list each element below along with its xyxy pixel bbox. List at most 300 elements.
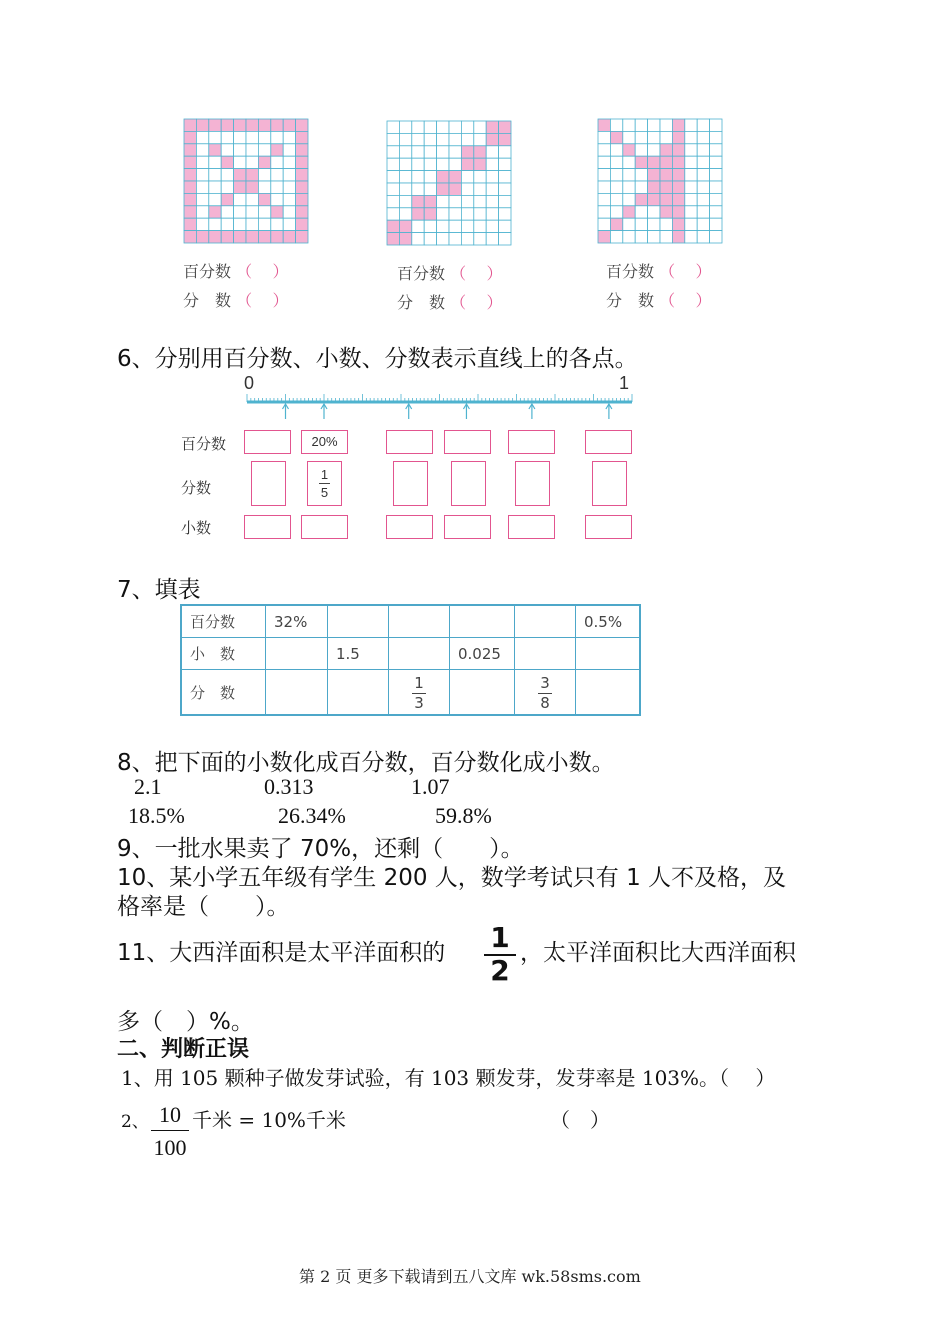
- grid-cell: [499, 195, 511, 207]
- grid-cell: [449, 195, 461, 207]
- grid-cell: [246, 119, 258, 131]
- grid-cell: [499, 171, 511, 183]
- grid-cell: [697, 231, 709, 243]
- grid-cell: [258, 206, 270, 218]
- grid-cell: [271, 231, 283, 243]
- paren-close: ）: [272, 262, 289, 281]
- grid-cell: [697, 119, 709, 131]
- grid-cell: [221, 156, 233, 168]
- grid-cell: [685, 181, 697, 193]
- grid-cell: [412, 121, 424, 133]
- grid-cell: [399, 133, 411, 145]
- judgement-item-2-answer[interactable]: （ ）: [550, 1108, 610, 1132]
- grid-cell: [271, 119, 283, 131]
- grid-cell: [437, 121, 449, 133]
- grid-cell: [461, 233, 473, 245]
- grid-cell: [424, 220, 436, 232]
- grid-cell: [648, 156, 660, 168]
- grid-cell: [246, 169, 258, 181]
- grid-cell: [424, 233, 436, 245]
- table-cell[interactable]: [328, 605, 389, 638]
- question-7-text: 7、填表: [117, 577, 201, 603]
- grid-cell: [296, 131, 308, 143]
- grid-cell: [449, 183, 461, 195]
- fraction-label: 分 数: [606, 291, 655, 310]
- fraction-numerator: 3: [540, 673, 550, 692]
- grid-cell: [610, 181, 622, 193]
- grid-cell: [387, 195, 399, 207]
- grid-cell: [209, 144, 221, 156]
- answer-box-fraction[interactable]: [251, 461, 286, 506]
- fraction-denominator: 100: [153, 1135, 187, 1161]
- judgement-item-1: 1、用 105 颗种子做发芽试验，有 103 颗发芽，发芽率是 103%。（ ）: [121, 1066, 776, 1090]
- answer-box-decimal[interactable]: [386, 515, 433, 539]
- grid-cell: [196, 231, 208, 243]
- grid-cell: [234, 218, 246, 230]
- grid-cell: [234, 144, 246, 156]
- grid-cell: [399, 171, 411, 183]
- grid-cell: [598, 169, 610, 181]
- table-cell-fraction: [515, 670, 576, 716]
- answer-box-decimal[interactable]: [301, 515, 348, 539]
- table-cell-fraction: [389, 670, 450, 716]
- grid-cell: [258, 193, 270, 205]
- answer-box-decimal[interactable]: [585, 515, 632, 539]
- grid-cell: [209, 218, 221, 230]
- grid-cell: [685, 169, 697, 181]
- answer-box-decimal[interactable]: [444, 515, 491, 539]
- grid-cell: [399, 220, 411, 232]
- answer-box-percent[interactable]: [244, 430, 291, 454]
- grid-cell: [648, 206, 660, 218]
- page-footer: 第 2 页 更多下载请到五八文库 wk.58sms.com: [299, 1267, 641, 1286]
- grid-cell: [296, 231, 308, 243]
- grid-cell: [697, 218, 709, 230]
- answer-box-percent[interactable]: [386, 430, 433, 454]
- grid-cell: [424, 158, 436, 170]
- answer-box-fraction[interactable]: [515, 461, 550, 506]
- grid-cell: [412, 220, 424, 232]
- grid-cell: [710, 156, 722, 168]
- grid-cell: [685, 156, 697, 168]
- grid-cell: [184, 193, 196, 205]
- grid-cell: [598, 218, 610, 230]
- grid-cell: [184, 156, 196, 168]
- grid-cell: [648, 218, 660, 230]
- grid-cell: [499, 233, 511, 245]
- answer-box-percent[interactable]: [444, 430, 491, 454]
- grid-cell: [623, 169, 635, 181]
- grid-cell: [258, 156, 270, 168]
- percent-label: 百分数: [606, 262, 655, 281]
- grid-cell: [672, 181, 684, 193]
- grid-cell: [685, 131, 697, 143]
- grid-cell: [610, 131, 622, 143]
- grid-cell: [610, 119, 622, 131]
- grid-cell: [221, 169, 233, 181]
- grid-cell: [296, 181, 308, 193]
- grid-pattern-x: [183, 118, 309, 244]
- grid-cell: [660, 206, 672, 218]
- answer-box-percent[interactable]: [585, 430, 632, 454]
- grid-cell: [474, 133, 486, 145]
- row-label-fraction: 分数: [181, 479, 212, 497]
- grid-cell: [685, 206, 697, 218]
- grid-cell: [437, 195, 449, 207]
- grid-cell: [283, 231, 295, 243]
- grid-cell: [610, 206, 622, 218]
- grid-cell: [234, 169, 246, 181]
- grid-cell: [424, 171, 436, 183]
- grid-cell: [246, 144, 258, 156]
- grid3-percent-row: [606, 259, 711, 282]
- grid-cell: [387, 233, 399, 245]
- grid-cell: [296, 193, 308, 205]
- grid-cell: [449, 146, 461, 158]
- grid-cell: [697, 131, 709, 143]
- grid-cell: [184, 144, 196, 156]
- grid-cell: [635, 218, 647, 230]
- grid-cell: [437, 171, 449, 183]
- judgement-item-2-fraction: [151, 1102, 189, 1161]
- paren-open: （: [659, 262, 676, 281]
- paren-open: （: [236, 262, 253, 281]
- grid-cell: [635, 181, 647, 193]
- grid-cell: [672, 169, 684, 181]
- grid-cell: [486, 208, 498, 220]
- grid-cell: [412, 208, 424, 220]
- grid-cell: [486, 158, 498, 170]
- answer-box-fraction[interactable]: [592, 461, 627, 506]
- grid1-percent-row: [183, 259, 288, 282]
- grid-cell: [246, 181, 258, 193]
- grid-cell: [221, 131, 233, 143]
- grid2-fraction-row: [397, 290, 502, 313]
- fraction-denominator: 8: [540, 693, 550, 712]
- grid-cell: [283, 181, 295, 193]
- question-11-before: 11、大西洋面积是太平洋面积的: [117, 940, 446, 966]
- grid-cell: [271, 181, 283, 193]
- answer-box-decimal[interactable]: [244, 515, 291, 539]
- grid-cell: [461, 121, 473, 133]
- grid-cell: [710, 181, 722, 193]
- grid-cell: [246, 218, 258, 230]
- table-cell[interactable]: [576, 670, 641, 716]
- grid-cell: [461, 195, 473, 207]
- table-cell[interactable]: [389, 638, 450, 670]
- question-9-text: 9、一批水果卖了 70%，还剩（ ）。: [117, 836, 524, 862]
- grid-cell: [424, 208, 436, 220]
- table-cell: 1.5: [328, 638, 389, 670]
- grid-cell: [623, 181, 635, 193]
- grid-cell: [271, 131, 283, 143]
- grid-cell: [412, 233, 424, 245]
- grid-cell: [672, 231, 684, 243]
- grid-cell: [271, 169, 283, 181]
- grid-cell: [209, 206, 221, 218]
- grid-cell: [271, 193, 283, 205]
- grid-cell: [234, 193, 246, 205]
- grid-cell: [283, 206, 295, 218]
- grid-cell: [209, 181, 221, 193]
- grid-cell: [449, 121, 461, 133]
- grid-cell: [697, 181, 709, 193]
- grid-cell: [209, 193, 221, 205]
- grid-cell: [486, 171, 498, 183]
- paren-open: （: [236, 291, 253, 310]
- paren-close: ）: [486, 293, 503, 312]
- grid-cell: [234, 206, 246, 218]
- grid-cell: [672, 156, 684, 168]
- grid-cell: [209, 131, 221, 143]
- decimal-item: 0.313: [264, 774, 314, 799]
- grid-cell: [184, 169, 196, 181]
- grid-cell: [424, 195, 436, 207]
- question-11-line2: 多（ ）%。: [117, 1009, 254, 1035]
- grid-cell: [283, 193, 295, 205]
- grid-cell: [685, 144, 697, 156]
- grid-cell: [660, 156, 672, 168]
- grid-cell: [258, 218, 270, 230]
- grid-cell: [486, 121, 498, 133]
- grid-cell: [660, 169, 672, 181]
- question-8-text: 8、把下面的小数化成百分数，百分数化成小数。: [117, 750, 615, 776]
- paren-close: ）: [486, 264, 503, 283]
- grid-cell: [196, 156, 208, 168]
- grid-cell: [474, 208, 486, 220]
- fraction-numerator: 10: [151, 1102, 189, 1131]
- grid-cell: [246, 131, 258, 143]
- grid-cell: [258, 131, 270, 143]
- grid-cell: [234, 156, 246, 168]
- grid-cell: [283, 144, 295, 156]
- percent-label: 百分数: [397, 264, 446, 283]
- grid-cell: [258, 144, 270, 156]
- grid-cell: [660, 119, 672, 131]
- grid-cell: [660, 144, 672, 156]
- grid-cell: [399, 233, 411, 245]
- number-line: [240, 392, 640, 422]
- grid-cell: [209, 169, 221, 181]
- grid-cell: [184, 231, 196, 243]
- grid-cell: [196, 131, 208, 143]
- grid-cell: [672, 144, 684, 156]
- grid-cell: [710, 218, 722, 230]
- grid-cell: [461, 146, 473, 158]
- grid-cell: [271, 156, 283, 168]
- paren-open: （: [659, 291, 676, 310]
- grid-cell: [461, 208, 473, 220]
- grid-cell: [685, 231, 697, 243]
- grid-cell: [610, 169, 622, 181]
- fraction: [412, 673, 426, 712]
- grid-cell: [387, 208, 399, 220]
- grid-cell: [474, 146, 486, 158]
- grid-cell: [449, 233, 461, 245]
- grid-cell: [461, 158, 473, 170]
- fraction-denominator: 3: [414, 693, 424, 712]
- grid-cell: [399, 183, 411, 195]
- grid-cell: [296, 218, 308, 230]
- row-label-percent: 百分数: [181, 435, 227, 453]
- grid-pattern-arrow: [597, 118, 723, 244]
- table-cell[interactable]: [389, 605, 450, 638]
- grid-cell: [196, 218, 208, 230]
- given-percent-value: 20%: [311, 434, 338, 449]
- grid-cell: [271, 144, 283, 156]
- table-cell[interactable]: [266, 638, 328, 670]
- grid-cell: [598, 231, 610, 243]
- grid-cell: [474, 158, 486, 170]
- grid-cell: [209, 231, 221, 243]
- grid-cell: [437, 158, 449, 170]
- table-cell[interactable]: [576, 638, 641, 670]
- percent-item: 59.8%: [435, 803, 492, 828]
- grid-cell: [234, 119, 246, 131]
- question-11-after: ，太平洋面积比大西洋面积: [520, 940, 796, 966]
- decimal-item: 1.07: [411, 774, 450, 799]
- grid-cell: [221, 144, 233, 156]
- grid-cell: [610, 218, 622, 230]
- table-cell: 分 数: [181, 670, 266, 716]
- grid-cell: [399, 121, 411, 133]
- grid-cell: [412, 183, 424, 195]
- grid-cell: [635, 193, 647, 205]
- grid-cell: [598, 181, 610, 193]
- number-line-end-label: 1: [619, 373, 630, 393]
- grid-cell: [610, 144, 622, 156]
- grid-cell: [234, 231, 246, 243]
- grid-cell: [271, 218, 283, 230]
- given-fraction-denominator: 5: [320, 485, 329, 500]
- grid-cell: [387, 158, 399, 170]
- grid-cell: [648, 169, 660, 181]
- grid-cell: [387, 121, 399, 133]
- grid-cell: [412, 146, 424, 158]
- table-cell[interactable]: [515, 638, 576, 670]
- paren-open: （: [450, 264, 467, 283]
- table-cell[interactable]: [266, 670, 328, 716]
- grid-cell: [196, 169, 208, 181]
- grid-cell: [623, 231, 635, 243]
- paren-close: ）: [695, 291, 712, 310]
- grid-cell: [660, 218, 672, 230]
- grid-cell: [474, 233, 486, 245]
- answer-box-percent[interactable]: [508, 430, 555, 454]
- given-fraction-numerator: 1: [320, 467, 329, 482]
- grid-cell: [499, 208, 511, 220]
- table-cell: 0.5%: [576, 605, 641, 638]
- grid-cell: [474, 121, 486, 133]
- grid-cell: [499, 133, 511, 145]
- grid-cell: [424, 121, 436, 133]
- grid-cell: [283, 131, 295, 143]
- grid-cell: [486, 195, 498, 207]
- grid-cell: [449, 208, 461, 220]
- grid-cell: [660, 193, 672, 205]
- answer-box-fraction[interactable]: [393, 461, 428, 506]
- grid-cell: [246, 231, 258, 243]
- grid-cell: [283, 169, 295, 181]
- grid-cell: [424, 133, 436, 145]
- grid-cell: [648, 131, 660, 143]
- grid-cell: [258, 181, 270, 193]
- grid-cell: [474, 220, 486, 232]
- grid-cell: [635, 119, 647, 131]
- grid-cell: [399, 146, 411, 158]
- grid-cell: [635, 156, 647, 168]
- table-cell[interactable]: [450, 670, 515, 716]
- grid-cell: [246, 193, 258, 205]
- grid-cell: [598, 144, 610, 156]
- table-cell[interactable]: [515, 605, 576, 638]
- grid-cell: [184, 131, 196, 143]
- grid-cell: [610, 156, 622, 168]
- question-10-line1: 10、某小学五年级有学生 200 人，数学考试只有 1 人不及格，及: [117, 865, 787, 891]
- answer-box-decimal[interactable]: [508, 515, 555, 539]
- fraction-numerator: 1: [414, 673, 424, 692]
- grid-cell: [710, 169, 722, 181]
- grid-cell: [635, 131, 647, 143]
- grid-cell: [623, 218, 635, 230]
- grid-cell: [387, 133, 399, 145]
- grid-cell: [196, 181, 208, 193]
- grid-pattern-stairs: [386, 120, 512, 246]
- grid-cell: [412, 195, 424, 207]
- grid-cell: [296, 144, 308, 156]
- grid-cell: [258, 231, 270, 243]
- table-cell: 32%: [266, 605, 328, 638]
- grid-cell: [461, 183, 473, 195]
- grid-cell: [399, 208, 411, 220]
- grid-cell: [610, 231, 622, 243]
- grid-cell: [196, 144, 208, 156]
- grid-cell: [486, 133, 498, 145]
- grid-cell: [461, 133, 473, 145]
- grid-cell: [598, 193, 610, 205]
- grid-cell: [184, 206, 196, 218]
- fraction-label: 分 数: [397, 293, 446, 312]
- grid-cell: [437, 133, 449, 145]
- grid-cell: [648, 193, 660, 205]
- grid1-fraction-row: [183, 288, 288, 311]
- fraction: [538, 673, 552, 712]
- table-cell: 0.025: [450, 638, 515, 670]
- table-cell[interactable]: [450, 605, 515, 638]
- grid-cell: [296, 206, 308, 218]
- grid-cell: [387, 171, 399, 183]
- grid-cell: [672, 131, 684, 143]
- grid-cell: [623, 156, 635, 168]
- grid-cell: [499, 146, 511, 158]
- grid-cell: [196, 206, 208, 218]
- grid-cell: [672, 218, 684, 230]
- grid-cell: [296, 119, 308, 131]
- paren-open: （: [450, 293, 467, 312]
- answer-box-fraction[interactable]: [451, 461, 486, 506]
- grid-cell: [685, 218, 697, 230]
- grid-cell: [710, 131, 722, 143]
- grid-cell: [283, 119, 295, 131]
- judgement-item-2-prefix: 2、: [121, 1112, 149, 1132]
- grid-cell: [672, 206, 684, 218]
- given-box-percent: [301, 430, 348, 454]
- grid-cell: [258, 119, 270, 131]
- grid-cell: [387, 220, 399, 232]
- grid-cell: [499, 121, 511, 133]
- grid-cell: [648, 119, 660, 131]
- table-cell[interactable]: [328, 670, 389, 716]
